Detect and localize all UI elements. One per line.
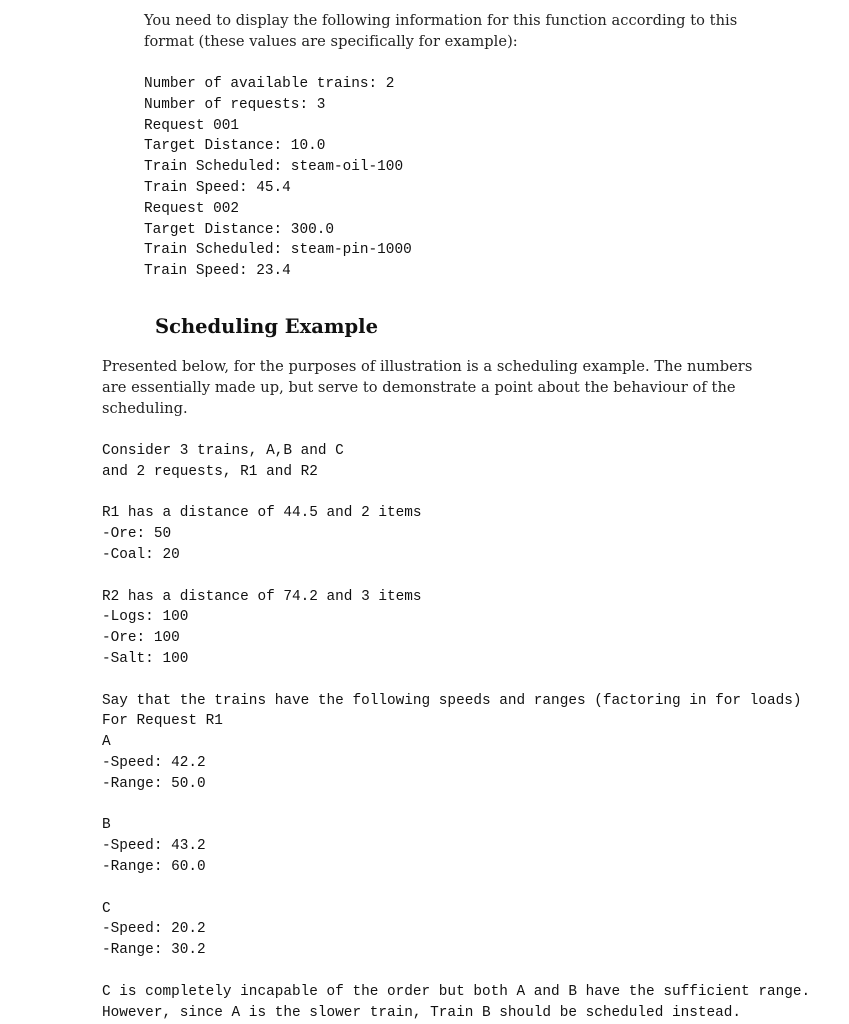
code-line: Target Distance: 300.0 bbox=[144, 221, 334, 238]
code-line: Consider 3 trains, A,B and C bbox=[102, 443, 344, 459]
code-line bbox=[102, 795, 810, 816]
code-line: -Salt: 100 bbox=[102, 650, 189, 667]
code-line: Number of available trains: 2 bbox=[144, 76, 395, 92]
code-line: Train Speed: 23.4 bbox=[144, 263, 291, 280]
text-line: You need to display the following information for this function according to this bbox=[144, 12, 738, 29]
code-line: and 2 requests, R1 and R2 bbox=[102, 463, 318, 480]
section-heading: Scheduling Example bbox=[155, 315, 378, 338]
code-line: -Speed: 42.2 bbox=[102, 754, 206, 771]
code-line: Say that the trains have the following speeds and ranges (factoring in for loads) bbox=[102, 692, 802, 709]
code-line bbox=[102, 483, 810, 504]
code-line: B bbox=[102, 817, 111, 834]
code-line: Train Speed: 45.4 bbox=[144, 179, 291, 196]
code-line bbox=[102, 670, 810, 691]
code-line: Number of requests: 3 bbox=[144, 96, 326, 113]
code-line: Request 001 bbox=[144, 117, 239, 134]
code-line: However, since A is the slower train, Train B should be scheduled instead. bbox=[102, 1004, 742, 1021]
text-line: scheduling. bbox=[102, 399, 188, 417]
code-line bbox=[102, 566, 810, 587]
code-line: For Request R1 bbox=[102, 713, 223, 730]
text-line: Presented below, for the purposes of illustration is a scheduling example. The numbers bbox=[102, 358, 753, 375]
code-line: -Range: 30.2 bbox=[102, 942, 206, 959]
code-line: -Range: 50.0 bbox=[102, 775, 206, 792]
format-example-block bbox=[144, 74, 412, 282]
text-line: are essentially made up, but serve to demonstrate a point about the behaviour of the bbox=[102, 378, 736, 396]
intro-paragraph bbox=[144, 11, 737, 53]
code-line: A bbox=[102, 734, 111, 751]
code-line bbox=[102, 878, 810, 899]
scheduling-example-block bbox=[102, 441, 810, 1023]
code-line: R1 has a distance of 44.5 and 2 items bbox=[102, 505, 422, 522]
code-line: -Speed: 20.2 bbox=[102, 921, 206, 938]
code-line bbox=[102, 961, 810, 982]
code-line: Train Scheduled: steam-oil-100 bbox=[144, 159, 404, 176]
code-line: C is completely incapable of the order but both A and B have the sufficient range. bbox=[102, 983, 811, 1000]
code-line: -Range: 60.0 bbox=[102, 858, 206, 875]
code-line: Target Distance: 10.0 bbox=[144, 138, 326, 155]
code-line: -Coal: 20 bbox=[102, 546, 180, 563]
text-line: format (these values are specifically for example): bbox=[144, 32, 518, 50]
code-line: -Speed: 43.2 bbox=[102, 838, 206, 855]
code-line: -Ore: 50 bbox=[102, 526, 172, 543]
code-line: -Ore: 100 bbox=[102, 630, 180, 647]
code-line: Request 002 bbox=[144, 200, 239, 217]
code-line: R2 has a distance of 74.2 and 3 items bbox=[102, 588, 422, 605]
code-line: C bbox=[102, 900, 111, 917]
code-line: Train Scheduled: steam-pin-1000 bbox=[144, 242, 412, 259]
description-paragraph bbox=[102, 357, 752, 419]
code-line: -Logs: 100 bbox=[102, 609, 189, 626]
